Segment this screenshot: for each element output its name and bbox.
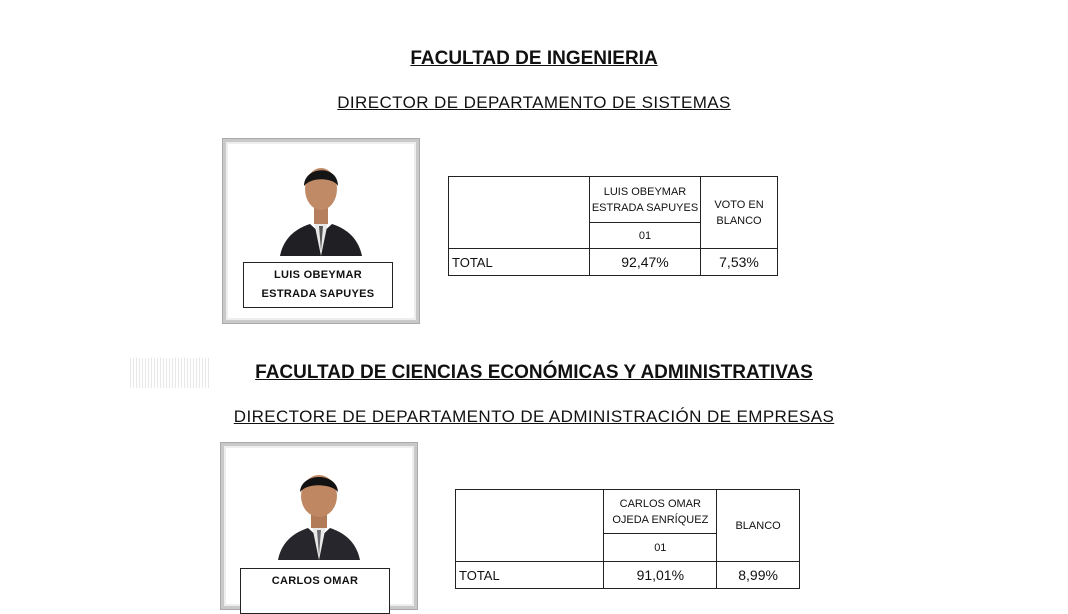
candidate-header-line1: CARLOS OMAR [619, 497, 701, 510]
blank-vote-header-line2: BLANCO [716, 214, 762, 227]
faculty-heading: FACULTAD DE CIENCIAS ECONÓMICAS Y ADMINISTRATIVAS [255, 362, 813, 383]
position-heading: DIRECTOR DE DEPARTAMENTO DE SISTEMAS [337, 93, 731, 112]
candidate-portrait-image [274, 464, 364, 560]
blank-percentage: 7,53% [701, 249, 778, 276]
candidate-portrait-image [276, 156, 366, 256]
table-empty-corner [456, 490, 604, 562]
total-label: TOTAL [449, 249, 590, 276]
blank-percentage: 8,99% [717, 562, 800, 589]
candidate-header-line1: LUIS OBEYMAR [603, 185, 687, 198]
candidate-header-line2: ESTRADA SAPUYES [591, 201, 699, 214]
blank-vote-header: BLANCO [717, 490, 800, 562]
blank-vote-header-line1: VOTO EN [714, 198, 764, 211]
candidate-name-box [240, 568, 390, 614]
candidate-number: 01 [604, 534, 717, 562]
candidate-name-line2: ESTRADA SAPUYES [261, 288, 375, 300]
total-label: TOTAL [456, 562, 604, 589]
candidate-name-box [243, 262, 393, 308]
candidate-photo-frame [223, 139, 419, 323]
candidate-header [604, 490, 717, 534]
results-table [448, 176, 778, 276]
candidate-header [590, 177, 701, 223]
candidate-number: 01 [590, 223, 701, 249]
candidate-header-line2: OJEDA ENRÍQUEZ [612, 513, 709, 526]
table-empty-corner [449, 177, 590, 249]
candidate-name-line1: LUIS OBEYMAR [274, 269, 362, 281]
faculty-heading: FACULTAD DE INGENIERIA [410, 48, 658, 69]
position-heading: DIRECTORE DE DEPARTAMENTO DE ADMINISTRACIÓN DE EMPRESAS [233, 407, 835, 426]
candidate-percentage: 91,01% [604, 562, 717, 589]
blank-vote-header [701, 177, 778, 249]
candidate-percentage: 92,47% [590, 249, 701, 276]
results-table [455, 489, 800, 589]
candidate-name-line1: CARLOS OMAR [271, 575, 359, 587]
candidate-photo-frame [221, 443, 417, 609]
